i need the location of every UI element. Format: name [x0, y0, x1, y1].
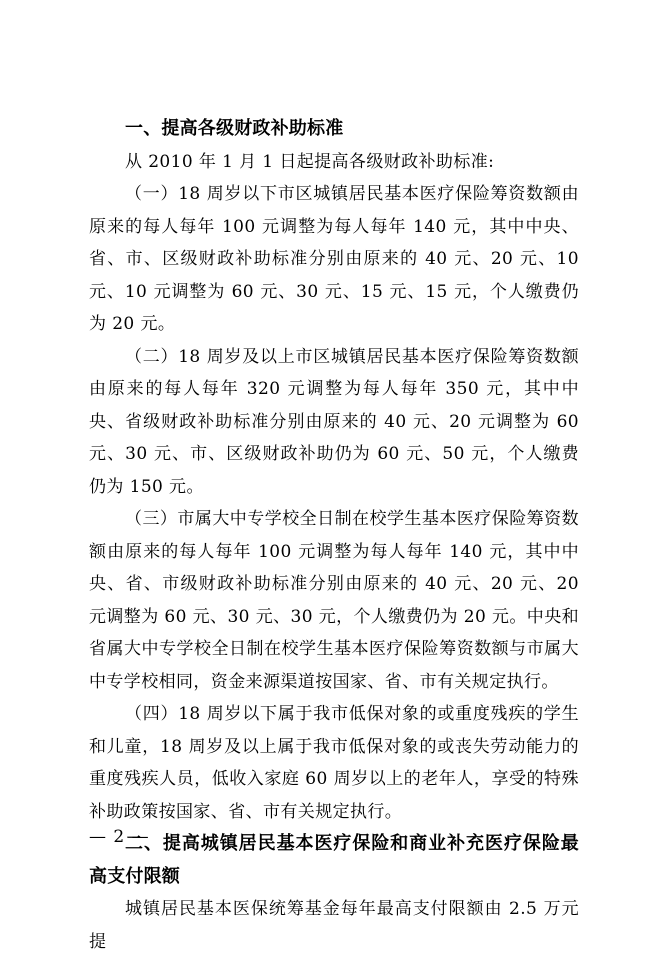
section-1-item-2: （二）18 周岁及以上市区城镇居民基本医疗保险筹资数额由原来的每人每年 320 元调整为每人每年 350 元，其中中央、省级财政补助标准分别由原来的 40 元、20 元调整为 60 元、30 元、市、区级财政补助仍为 60 元、50 元，个人缴费仍为 150 元。 — [89, 346, 579, 497]
section-1-intro: 从 2010 年 1 月 1 日起提高各级财政补助标准: — [125, 151, 495, 172]
section-1-heading: 一、提高各级财政补助标准 — [125, 118, 344, 139]
section-2-heading: 二、提高城镇居民基本医疗保险和商业补充医疗保险最高支付限额 — [89, 833, 579, 887]
section-1-item-1: （一）18 周岁以下市区城镇居民基本医疗保险筹资数额由原来的每人每年 100 元调整为每人每年 140 元，其中中央、省、市、区级财政补助标准分别由原来的 40 元、20 元、10 元、10 元调整为 60 元、30 元、15 元、15 元，个人缴费仍为 20 元。 — [89, 184, 579, 334]
section-1-item-3: （三）市属大中专学校全日制在校学生基本医疗保险筹资数额由原来的每人每年 100 元调整为每人每年 140 元，其中中央、省、市级财政补助标准分别由原来的 40 元、20 元、20 元调整为 60 元、30 元、30 元，个人缴费仍为 20 元。中央和省属大中专学校全日制在校学生基本医疗保险筹资数额与市属大中专学校相同，资金来源渠道按国家、省、市有关规定执行。 — [89, 509, 579, 692]
section-2-text: 城镇居民基本医保统筹基金每年最高支付限额由 2.5 万元提 — [89, 899, 579, 952]
page-number: — 2 — — [89, 827, 150, 847]
document-body — [89, 113, 579, 958]
section-1-item-4: （四）18 周岁以下属于我市低保对象的或重度残疾的学生和儿童，18 周岁及以上属于我市低保对象的或丧失劳动能力的重度残疾人员，低收入家庭 60 周岁以上的老年人，享受的特殊补助政策按国家、省、市有关规定执行。 — [89, 704, 579, 822]
